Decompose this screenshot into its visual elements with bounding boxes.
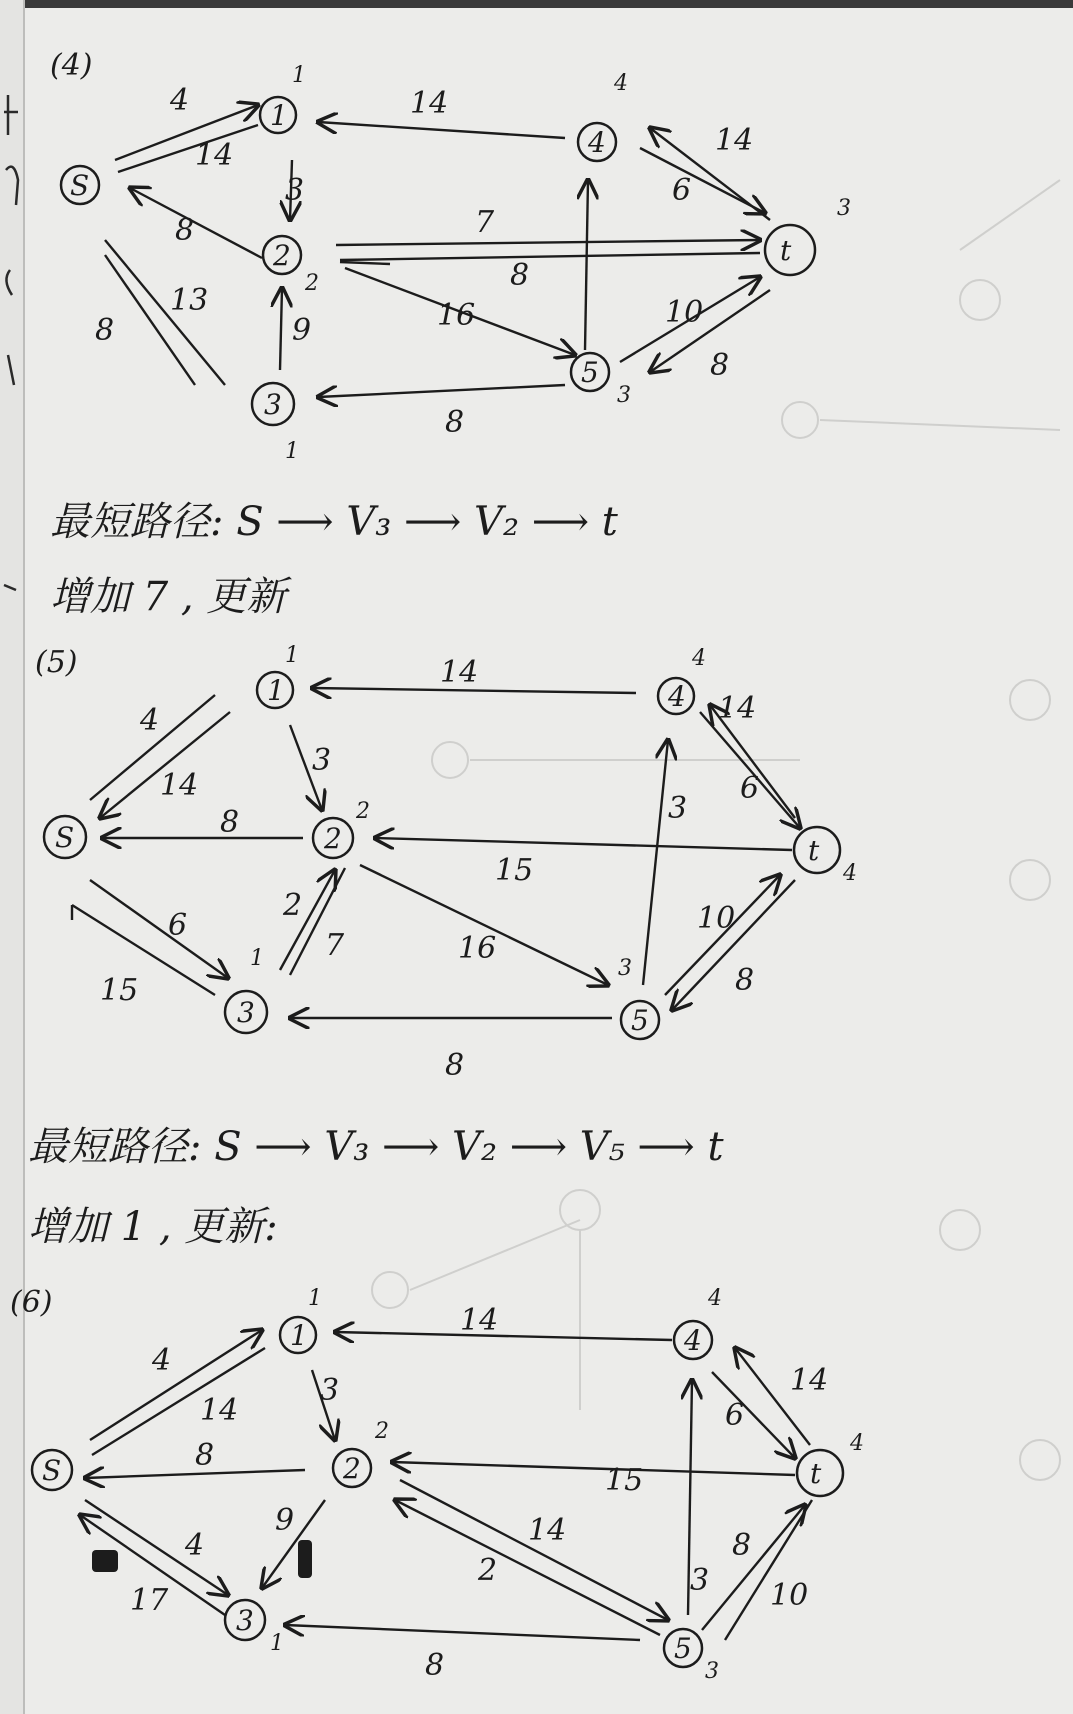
update-note: 增加 1 , 更新:	[28, 1204, 278, 1250]
svg-text:9: 9	[292, 313, 312, 348]
svg-text:4: 4	[708, 1286, 722, 1311]
svg-text:t: t	[780, 234, 792, 267]
svg-text:14: 14	[200, 1393, 239, 1428]
svg-text:8: 8	[195, 1438, 215, 1473]
svg-text:3: 3	[312, 743, 332, 778]
svg-text:4: 4	[614, 71, 628, 96]
svg-text:4: 4	[170, 83, 190, 118]
update-note: 增加 7 , 更新	[50, 574, 287, 620]
svg-text:13: 13	[170, 283, 209, 318]
svg-text:8: 8	[710, 348, 730, 383]
svg-text:2: 2	[273, 239, 291, 272]
svg-text:t: t	[808, 834, 820, 867]
svg-text:2: 2	[324, 822, 342, 855]
svg-text:4: 4	[684, 1324, 702, 1357]
svg-text:2: 2	[283, 888, 303, 923]
svg-text:5: 5	[674, 1632, 692, 1665]
svg-text:3: 3	[618, 956, 632, 981]
svg-text:15: 15	[495, 853, 534, 888]
svg-text:14: 14	[195, 138, 234, 173]
svg-text:3: 3	[705, 1659, 719, 1684]
svg-text:6: 6	[725, 1398, 745, 1433]
svg-text:4: 4	[588, 126, 606, 159]
svg-text:4: 4	[152, 1343, 172, 1378]
svg-text:2: 2	[343, 1452, 361, 1485]
svg-text:3: 3	[837, 196, 851, 221]
svg-text:5: 5	[581, 356, 599, 389]
svg-text:14: 14	[790, 1363, 829, 1398]
svg-text:8: 8	[445, 405, 465, 440]
svg-text:8: 8	[445, 1048, 465, 1083]
svg-text:8: 8	[425, 1648, 445, 1683]
svg-text:17: 17	[130, 1583, 169, 1618]
svg-text:3: 3	[264, 388, 282, 421]
svg-text:16: 16	[458, 931, 497, 966]
svg-text:4: 4	[692, 646, 706, 671]
svg-text:8: 8	[510, 258, 530, 293]
svg-text:14: 14	[410, 86, 449, 121]
svg-text:1: 1	[308, 1286, 322, 1311]
svg-text:1: 1	[292, 63, 306, 88]
svg-text:16: 16	[437, 298, 476, 333]
svg-text:1: 1	[285, 643, 299, 668]
svg-text:4: 4	[185, 1528, 205, 1563]
svg-text:t: t	[810, 1457, 822, 1490]
svg-text:14: 14	[460, 1303, 499, 1338]
shortest-path-note: 最短路径: S ⟶ V₃ ⟶ V₂ ⟶ V₅ ⟶ t	[28, 1124, 724, 1170]
svg-text:8: 8	[220, 805, 240, 840]
svg-text:14: 14	[440, 655, 479, 690]
svg-text:3: 3	[320, 1373, 340, 1408]
svg-text:S: S	[55, 821, 75, 854]
svg-text:8: 8	[732, 1528, 752, 1563]
section-header: (6)	[10, 1285, 53, 1320]
svg-text:2: 2	[305, 271, 319, 296]
svg-text:4: 4	[668, 680, 686, 713]
svg-text:1: 1	[267, 674, 285, 707]
svg-text:6: 6	[740, 771, 760, 806]
svg-text:14: 14	[528, 1513, 567, 1548]
svg-text:8: 8	[735, 963, 755, 998]
svg-text:7: 7	[475, 205, 495, 240]
svg-text:1: 1	[270, 99, 288, 132]
svg-text:3: 3	[617, 383, 631, 408]
svg-text:6: 6	[672, 173, 692, 208]
svg-text:2: 2	[375, 1419, 389, 1444]
svg-text:8: 8	[175, 213, 195, 248]
svg-text:4: 4	[140, 703, 160, 738]
svg-text:S: S	[42, 1454, 62, 1487]
svg-text:10: 10	[665, 295, 704, 330]
svg-text:14: 14	[718, 691, 757, 726]
svg-text:3: 3	[285, 173, 305, 208]
svg-text:14: 14	[160, 768, 199, 803]
svg-text:1: 1	[285, 439, 299, 464]
svg-text:3: 3	[237, 996, 255, 1029]
svg-text:3: 3	[668, 791, 688, 826]
svg-text:6: 6	[168, 908, 188, 943]
svg-text:3: 3	[236, 1604, 254, 1637]
svg-text:14: 14	[715, 123, 754, 158]
svg-text:15: 15	[100, 973, 139, 1008]
section-header: (5)	[35, 645, 78, 680]
svg-text:1: 1	[270, 1631, 284, 1656]
svg-text:1: 1	[290, 1319, 308, 1352]
svg-text:10: 10	[770, 1578, 809, 1613]
svg-text:2: 2	[478, 1553, 498, 1588]
svg-text:5: 5	[631, 1004, 649, 1037]
svg-text:15: 15	[605, 1463, 644, 1498]
svg-text:8: 8	[95, 313, 115, 348]
svg-text:7: 7	[325, 928, 345, 963]
svg-text:10: 10	[697, 901, 736, 936]
shortest-path-note: 最短路径: S ⟶ V₃ ⟶ V₂ ⟶ t	[50, 499, 618, 545]
svg-text:9: 9	[275, 1503, 295, 1538]
svg-text:2: 2	[356, 799, 370, 824]
svg-text:3: 3	[690, 1563, 710, 1598]
paper-sheet	[22, 8, 1073, 1714]
svg-text:4: 4	[843, 861, 857, 886]
svg-text:1: 1	[250, 946, 264, 971]
svg-text:S: S	[70, 169, 90, 202]
svg-text:4: 4	[850, 1431, 864, 1456]
section-header: (4)	[50, 48, 93, 83]
